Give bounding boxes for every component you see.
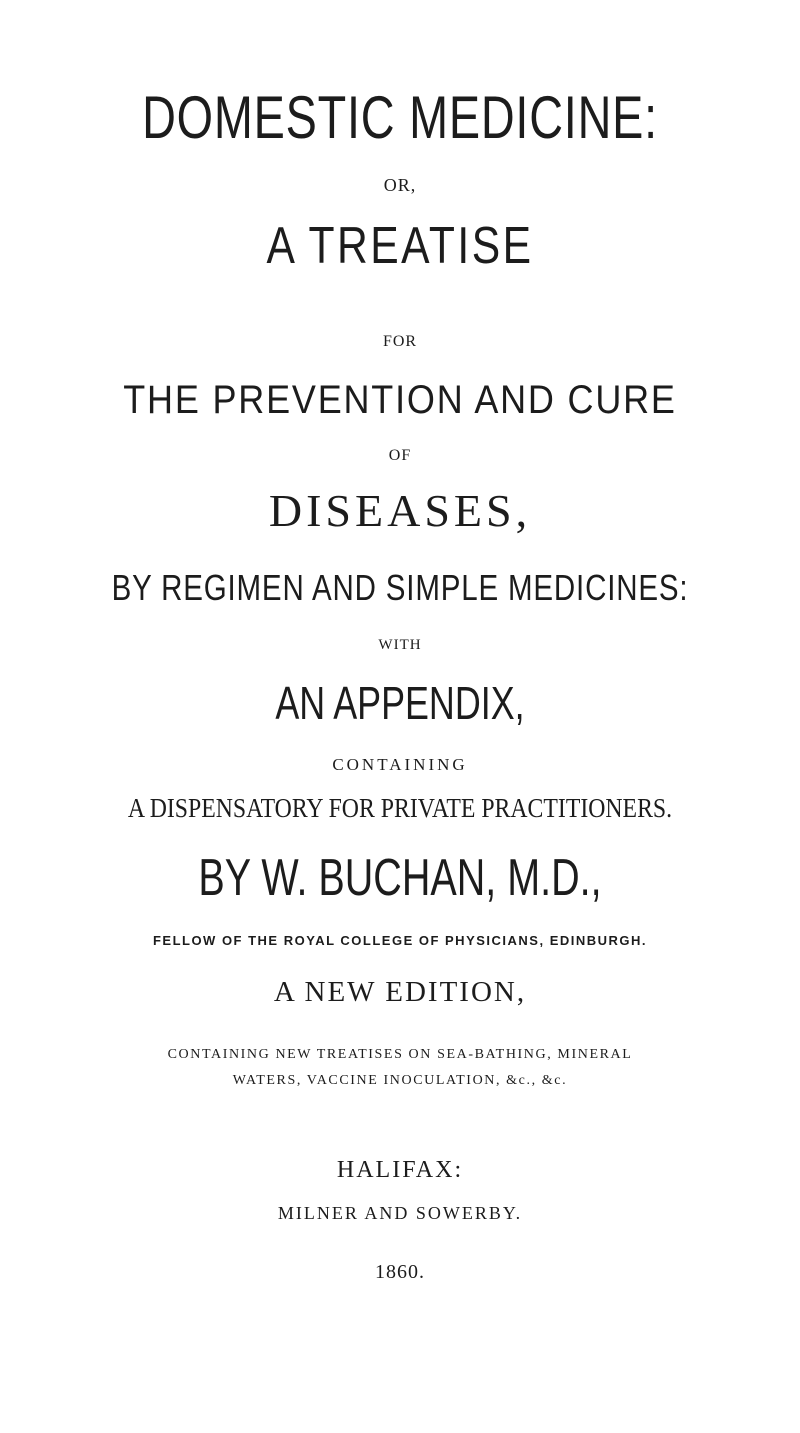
author-line: BY W. BUCHAN, M.D., <box>198 849 602 907</box>
for-connector: FOR <box>382 333 418 350</box>
book-title: DOMESTIC MEDICINE: <box>142 84 658 151</box>
edition-contents-line-2: WATERS, VACCINE INOCULATION, &c., &c. <box>232 1073 568 1088</box>
edition-line: A NEW EDITION, <box>273 976 527 1008</box>
subtitle-regimen: BY REGIMEN AND SIMPLE MEDICINES: <box>111 567 689 608</box>
subtitle-treatise: A TREATISE <box>266 217 534 275</box>
subtitle-diseases: DISEASES, <box>268 485 532 536</box>
author-credentials: FELLOW OF THE ROYAL COLLEGE OF PHYSICIANS, EDINBURGH. <box>152 933 648 948</box>
containing-connector: CONTAINING <box>332 755 468 774</box>
with-connector: WITH <box>378 637 422 653</box>
subtitle-prevention: THE PREVENTION AND CURE <box>123 378 677 422</box>
imprint-publisher: MILNER AND SOWERBY. <box>277 1203 523 1223</box>
imprint-place: HALIFAX: <box>336 1157 464 1183</box>
of-connector: OF <box>388 447 412 464</box>
edition-contents-line-1: CONTAINING NEW TREATISES ON SEA-BATHING, MINERAL <box>167 1047 633 1062</box>
appendix-heading: AN APPENDIX, <box>275 677 525 729</box>
imprint-year: 1860. <box>375 1261 425 1283</box>
or-connector: OR, <box>383 175 417 195</box>
dispensatory-line: A DISPENSATORY FOR PRIVATE PRACTITIONERS. <box>127 793 673 823</box>
